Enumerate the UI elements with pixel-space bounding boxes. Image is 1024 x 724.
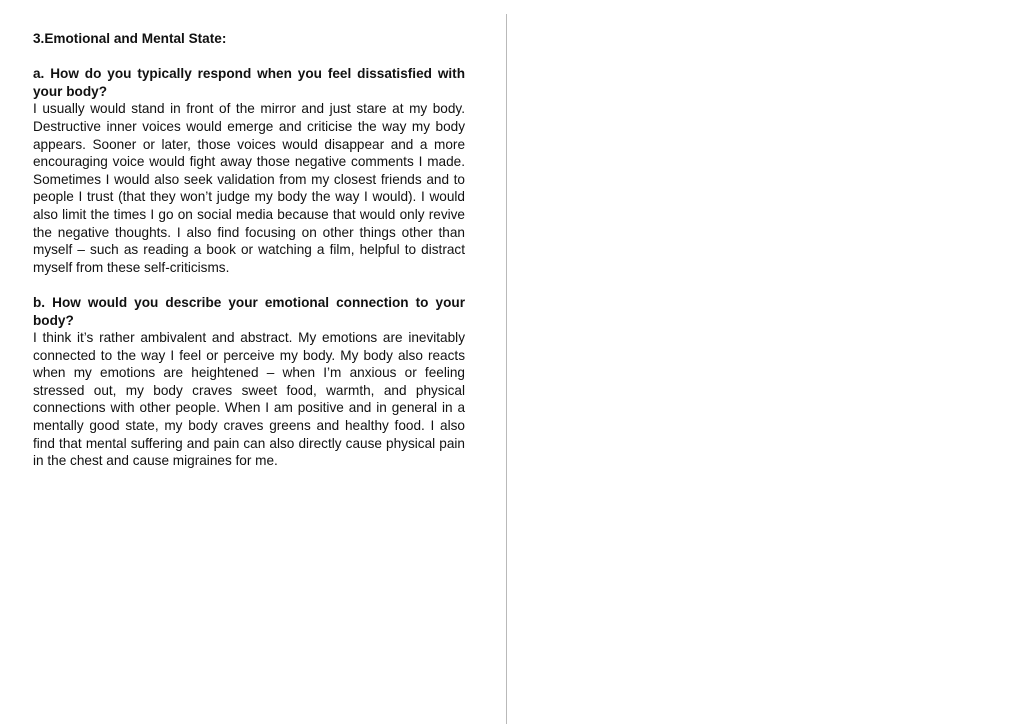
answer-b: I think it’s rather ambivalent and abstract. My emotions are inevitably connected to the way I feel or perceive my body. My body also reacts when my emotions are heightened – when I’m anxious or feeling stressed out, my body craves sweet food, warmth, and physical connections with other people. When I am positive and in general in a mentally good state, my body craves greens and healthy food. I also find that mental suffering and pain can also directly cause physical pain in the chest and cause migraines for me. xyxy=(33,330,465,469)
section-title: 3.Emotional and Mental State: xyxy=(33,31,227,46)
left-page-column xyxy=(33,30,465,487)
question-b: b. How would you describe your emotional connection to your body? xyxy=(33,294,465,328)
question-a: a. How do you typically respond when you feel dissatisfied with your body? xyxy=(33,66,465,99)
right-page-blank xyxy=(507,14,1024,724)
answer-a: I usually would stand in front of the mirror and just stare at my body. Destructive inner voices would emerge and criticise the way my body appears. Sooner or later, those voices would disappear and a more encouraging voice would fight away those negative comments I made. Sometimes I would also seek validation from my closest friends and to people I trust (that they won’t judge my body the way I would). I would also limit the times I go on social media because that would only revive the negative thoughts. I also find focusing on other things other than myself – such as reading a book or watching a film, helpful to distract myself from these self-criticisms. xyxy=(33,101,465,275)
